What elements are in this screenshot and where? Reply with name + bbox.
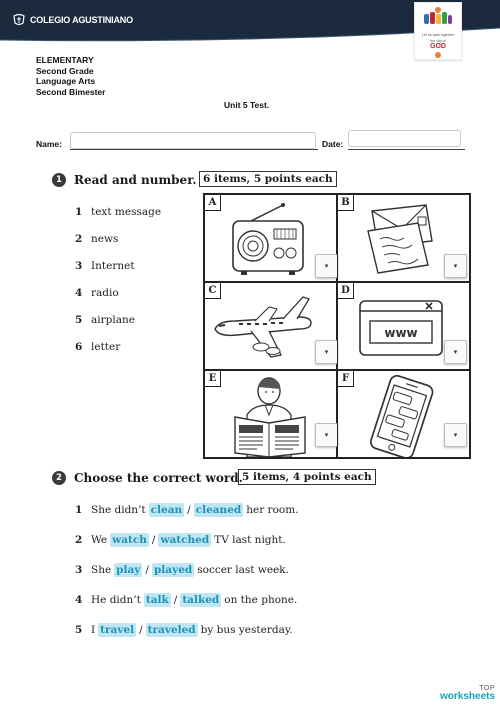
cell-letter: E [205, 371, 221, 387]
airplane-icon [211, 293, 315, 365]
picture-cell-d [337, 282, 470, 370]
option-separator: / [139, 624, 143, 636]
sentence-after: TV last night. [214, 534, 286, 546]
word-text: text message [91, 206, 162, 218]
term: Second Bimester [36, 86, 106, 97]
option-separator: / [187, 504, 191, 516]
picture-cell-b [337, 194, 470, 282]
word-text: Internet [91, 260, 135, 272]
sentence-after: on the phone. [224, 594, 298, 606]
sentence-before: We [91, 534, 108, 546]
word-item-6 [75, 341, 120, 353]
cell-letter: D [338, 283, 354, 299]
sentence-before: I [91, 624, 96, 636]
word-number: 4 [75, 287, 83, 299]
option-1[interactable]: watch [112, 534, 147, 546]
word-item-2 [75, 233, 118, 245]
sentence-number: 1 [75, 504, 83, 516]
subject: Language Arts [36, 76, 96, 86]
option-1[interactable]: clean [150, 504, 183, 516]
section-2-points-badge: 5 items, 4 points each [238, 469, 376, 485]
sentence-after: her room. [246, 504, 299, 516]
date-underline [348, 149, 465, 150]
picture-cell-f [337, 370, 470, 458]
option-2[interactable]: talked [182, 594, 220, 606]
letter-icon [362, 201, 442, 279]
sentence-5 [75, 623, 293, 637]
option-separator: / [173, 594, 178, 606]
word-text: letter [91, 341, 121, 353]
section-2-number: 2 [52, 471, 66, 485]
picture-grid [203, 193, 471, 459]
sentence-1 [75, 503, 299, 517]
word-item-4 [75, 287, 119, 299]
answer-dropdown-b[interactable]: ▾ [444, 254, 467, 278]
topworksheets-logo[interactable] [440, 685, 495, 701]
sentence-number: 2 [75, 534, 83, 546]
school-name: COLEGIO AGUSTINIANO [30, 15, 133, 25]
sentence-4 [75, 593, 297, 607]
word-text: airplane [91, 314, 135, 326]
school-logo [414, 2, 462, 60]
option-separator: / [151, 534, 156, 546]
grade: Second Grade [36, 65, 94, 76]
date-field[interactable] [348, 130, 461, 147]
logo-top-text: TOP [479, 685, 496, 692]
word-number: 5 [75, 314, 83, 326]
picture-cell-c [204, 282, 337, 370]
answer-dropdown-f[interactable]: ▾ [444, 423, 467, 447]
sentence-3 [75, 563, 289, 577]
answer-dropdown-a[interactable]: ▾ [315, 254, 338, 278]
sentence-before: She [91, 564, 112, 576]
word-number: 1 [75, 206, 83, 218]
logo-text-line2: the city of [430, 39, 446, 43]
section-1-points-badge: 6 items, 5 points each [199, 171, 337, 187]
section-1-number: 1 [52, 173, 66, 187]
logo-seal-icon [435, 52, 441, 58]
word-item-1 [75, 206, 161, 218]
answer-dropdown-c[interactable]: ▾ [315, 340, 338, 364]
word-number: 2 [75, 233, 83, 245]
cell-letter: F [338, 371, 354, 387]
word-number: 3 [75, 260, 83, 272]
class-info [36, 55, 105, 97]
picture-cell-e [204, 370, 337, 458]
sentence-before: He didn’t [91, 594, 141, 606]
newspaper-icon [229, 375, 311, 457]
smartphone-icon [366, 375, 438, 457]
sentence-number: 3 [75, 564, 83, 576]
sentence-after: by bus yesterday. [200, 624, 293, 636]
internet-icon [356, 297, 446, 359]
option-2[interactable]: cleaned [195, 504, 242, 516]
cell-letter: C [205, 283, 221, 299]
word-text: radio [91, 287, 119, 299]
date-label: Date: [322, 139, 344, 149]
option-2[interactable]: played [153, 564, 193, 576]
section-1-title: Read and number. [74, 173, 197, 187]
option-separator: / [145, 564, 149, 576]
name-field[interactable] [70, 132, 316, 149]
svg-text:www: www [384, 326, 418, 340]
logo-text-line1: Let us walk together [421, 33, 455, 37]
answer-dropdown-d[interactable]: ▾ [444, 340, 467, 364]
option-2[interactable]: traveled [147, 624, 196, 636]
cell-letter: B [338, 195, 354, 211]
word-item-5 [75, 314, 135, 326]
word-number: 6 [75, 341, 83, 353]
page-title: Unit 5 Test. [224, 100, 270, 110]
answer-dropdown-e[interactable]: ▾ [315, 423, 338, 447]
name-underline [70, 149, 318, 150]
sentence-number: 5 [75, 624, 83, 636]
logo-bottom-text: worksheets [440, 691, 496, 702]
option-2[interactable]: watched [160, 534, 210, 546]
radio-icon [227, 201, 309, 277]
sentence-number: 4 [75, 594, 83, 606]
sentence-before: She didn’t [91, 504, 146, 516]
section-2-title: Choose the correct word. [74, 471, 243, 485]
option-1[interactable]: play [116, 564, 141, 576]
word-item-3 [75, 260, 135, 272]
sentence-2 [75, 533, 286, 547]
cell-letter: A [205, 195, 221, 211]
word-text: news [91, 233, 119, 245]
option-1[interactable]: travel [100, 624, 135, 636]
school-brand [12, 13, 133, 27]
level: ELEMENTARY [36, 55, 94, 65]
option-1[interactable]: talk [145, 594, 169, 606]
picture-cell-a [204, 194, 337, 282]
school-crest-icon [12, 13, 26, 27]
logo-text-main: GOD [430, 43, 446, 50]
name-label: Name: [36, 139, 62, 149]
sentence-after: soccer last week. [197, 564, 289, 576]
people-logo-icon [420, 6, 456, 26]
